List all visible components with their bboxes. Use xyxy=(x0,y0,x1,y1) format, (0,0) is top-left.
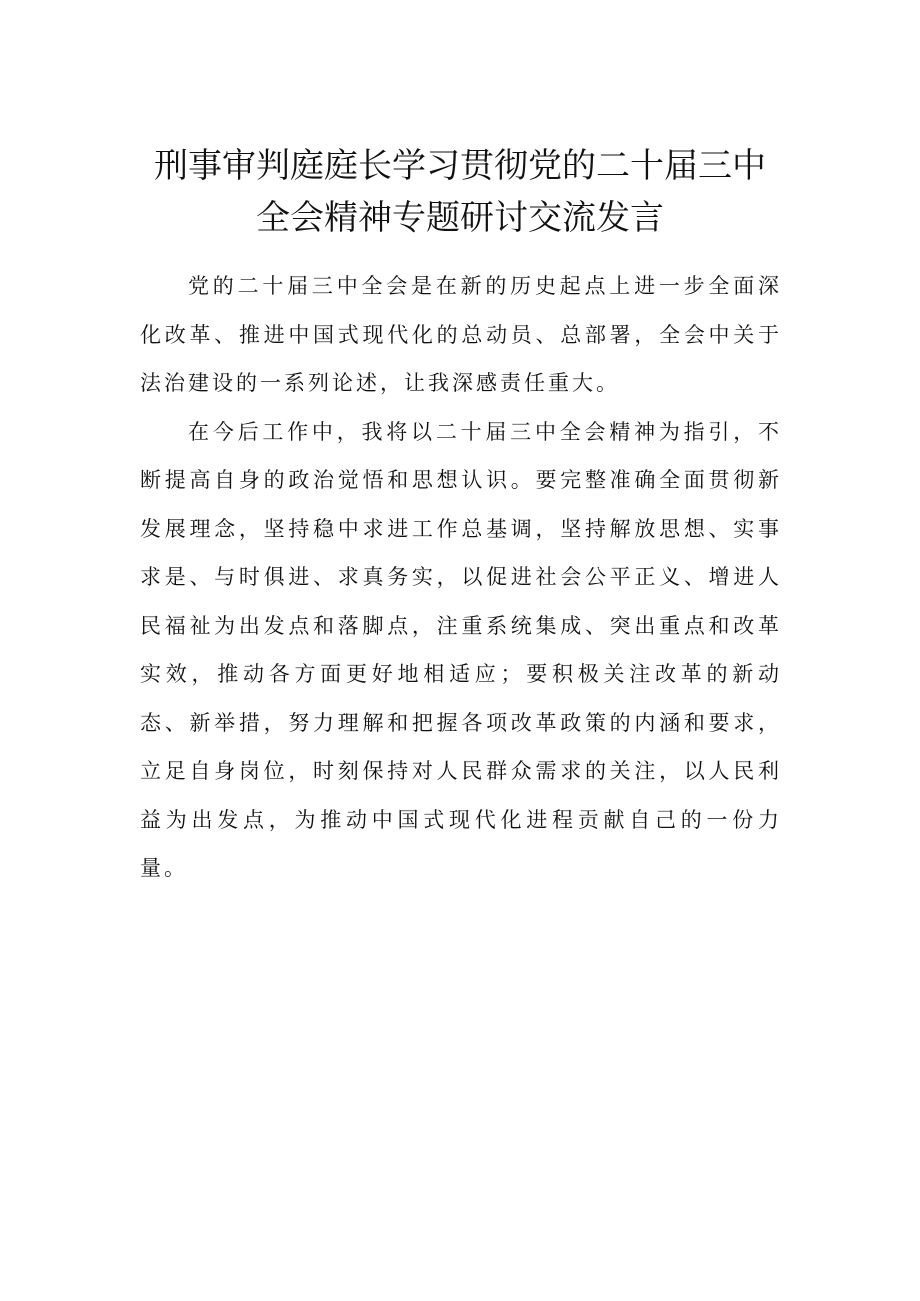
document-title xyxy=(140,140,780,244)
title-line-1: 刑事审判庭庭长学习贯彻党的二十届三中 xyxy=(154,146,766,186)
paragraph-2: 在今后工作中，我将以二十届三中全会精神为指引，不断提高自身的政治觉悟和思想认识。要完整准确全面贯彻新发展理念，坚持稳中求进工作总基调，坚持解放思想、实事求是、与时俱进、求真务实，以促进社会公平正义、增进人民福祉为出发点和落脚点，注重系统集成、突出重点和改革实效，推动各方面更好地相适应；要积极关注改革的新动态、新举措，努力理解和把握各项改革政策的内涵和要求，立足自身岗位，时刻保持对人民群众需求的关注，以人民利益为出发点，为推动中国式现代化进程贡献自己的一份力量。 xyxy=(140,419,782,880)
document-body xyxy=(140,262,782,893)
paragraph-1: 党的二十届三中全会是在新的历史起点上进一步全面深化改革、推进中国式现代化的总动员、总部署，全会中关于法治建设的一系列论述，让我深感责任重大。 xyxy=(140,274,782,395)
title-line-2: 全会精神专题研讨交流发言 xyxy=(256,198,664,238)
